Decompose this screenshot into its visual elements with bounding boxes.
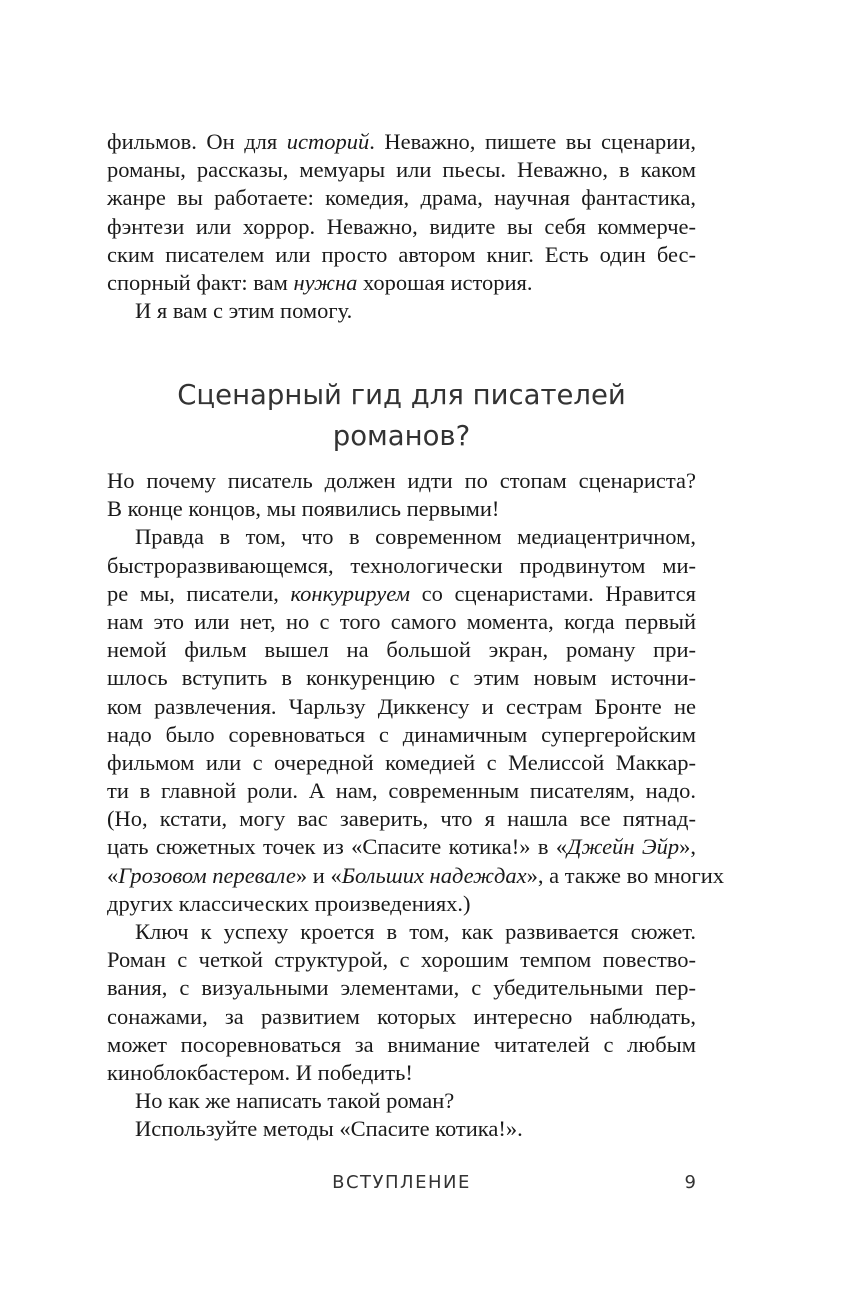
text-run: », а также во многих	[526, 862, 725, 888]
text-line: киноблокбастером. И победить!	[107, 1059, 413, 1085]
page-footer	[107, 1172, 696, 1202]
text-run: » и «	[295, 862, 342, 888]
section-heading	[107, 375, 696, 457]
text-line	[107, 269, 696, 297]
paragraph-question	[107, 467, 696, 523]
text-line: жанре вы работаете: комедия, драма, научная фантастика,	[107, 185, 696, 211]
heading-line: романов?	[332, 420, 471, 452]
italic-run: историй	[286, 129, 370, 154]
text-line: ти в главной роли. А нам, современным писателям, надо.	[107, 778, 696, 804]
italic-run: Джейн Эйр	[567, 834, 680, 860]
page-number: 9	[684, 1172, 696, 1193]
text-line: (Но, кстати, могу вас заверить, что я нашла все пятнад-	[107, 806, 696, 832]
text-line: Ключ к успеху кроется в том, как развивается сюжет.	[135, 919, 696, 944]
text-run: ре мы, писатели,	[107, 580, 291, 606]
text-line: фэнтези или хоррор. Неважно, видите вы себя коммерче-	[107, 213, 696, 239]
text-line	[107, 128, 696, 156]
text-run: со сценаристами. Нравится	[410, 580, 696, 606]
section-body	[107, 467, 725, 1144]
text-line: Но как же написать такой роман?	[135, 1088, 455, 1114]
text-line: романы, рассказы, мемуары или пьесы. Неважно, в каком	[107, 157, 696, 183]
text-line: ским писателем или просто автором книг. Есть один бес-	[107, 241, 696, 267]
italic-run: Грозовом перевале	[118, 862, 296, 888]
text-line: шлось вступить в конкуренцию с этим новым источни-	[107, 665, 696, 691]
text-line: В конце концов, мы появились первыми!	[107, 496, 500, 522]
text-line: Правда в том, что в современном медиацентричном,	[135, 524, 696, 550]
book-page	[107, 128, 725, 1142]
text-line: И я вам с этим помогу.	[135, 298, 353, 324]
text-run: »,	[679, 834, 696, 860]
heading-line: Сценарный гид для писателей	[177, 379, 626, 411]
text-line	[107, 833, 696, 861]
text-line: сонажами, за развитием которых интересно наблюдать,	[107, 1003, 696, 1029]
paragraph-intro	[107, 128, 696, 297]
italic-run: нужна	[293, 269, 358, 295]
paragraph-use-methods	[107, 1115, 696, 1143]
text-line	[107, 862, 725, 890]
running-head: ВСТУПЛЕНИЕ	[332, 1172, 471, 1193]
text-line: надо было соревноваться с динамичным супергеройским	[107, 721, 696, 747]
paragraph-competition	[107, 523, 725, 918]
text-line: быстроразвивающемся, технологически продвинутом ми-	[107, 552, 696, 578]
text-line: Роман с четкой структурой, с хорошим темпом повество-	[107, 947, 696, 973]
text-line: фильмом или с очередной комедией с Мелиссой Маккар-	[107, 749, 696, 775]
paragraph-help	[107, 297, 696, 325]
text-line: Но почему писатель должен идти по стопам сценариста?	[107, 468, 696, 493]
text-line	[107, 580, 696, 608]
text-run: «	[107, 862, 119, 888]
text-run: . Неважно, пишете вы сценарии,	[369, 129, 696, 154]
text-line: других классических произведениях.)	[107, 890, 471, 916]
italic-run: конкурируем	[290, 580, 411, 606]
text-run: цать сюжетных точек из «Спасите котика!» в «	[107, 834, 568, 860]
text-line: вания, с визуальными элементами, с убедительными пер-	[107, 975, 696, 1001]
text-line: немой фильм вышел на большой экран, роману при-	[107, 637, 696, 663]
text-line: Используйте методы «Спасите котика!».	[135, 1116, 523, 1142]
text-run: фильмов. Он для	[107, 129, 287, 154]
text-line: нам это или нет, но с того самого момента, когда первый	[107, 608, 696, 634]
text-line: ком развлечения. Чарльзу Диккенсу и сестрам Бронте не	[107, 693, 696, 719]
italic-run: Больших надеждах	[341, 862, 527, 888]
text-line: может посоревноваться за внимание читателей с любым	[107, 1031, 696, 1057]
paragraph-key	[107, 918, 696, 1087]
text-run: спорный факт: вам	[107, 269, 294, 295]
text-run: хорошая история.	[357, 269, 533, 295]
paragraph-how	[107, 1087, 696, 1115]
